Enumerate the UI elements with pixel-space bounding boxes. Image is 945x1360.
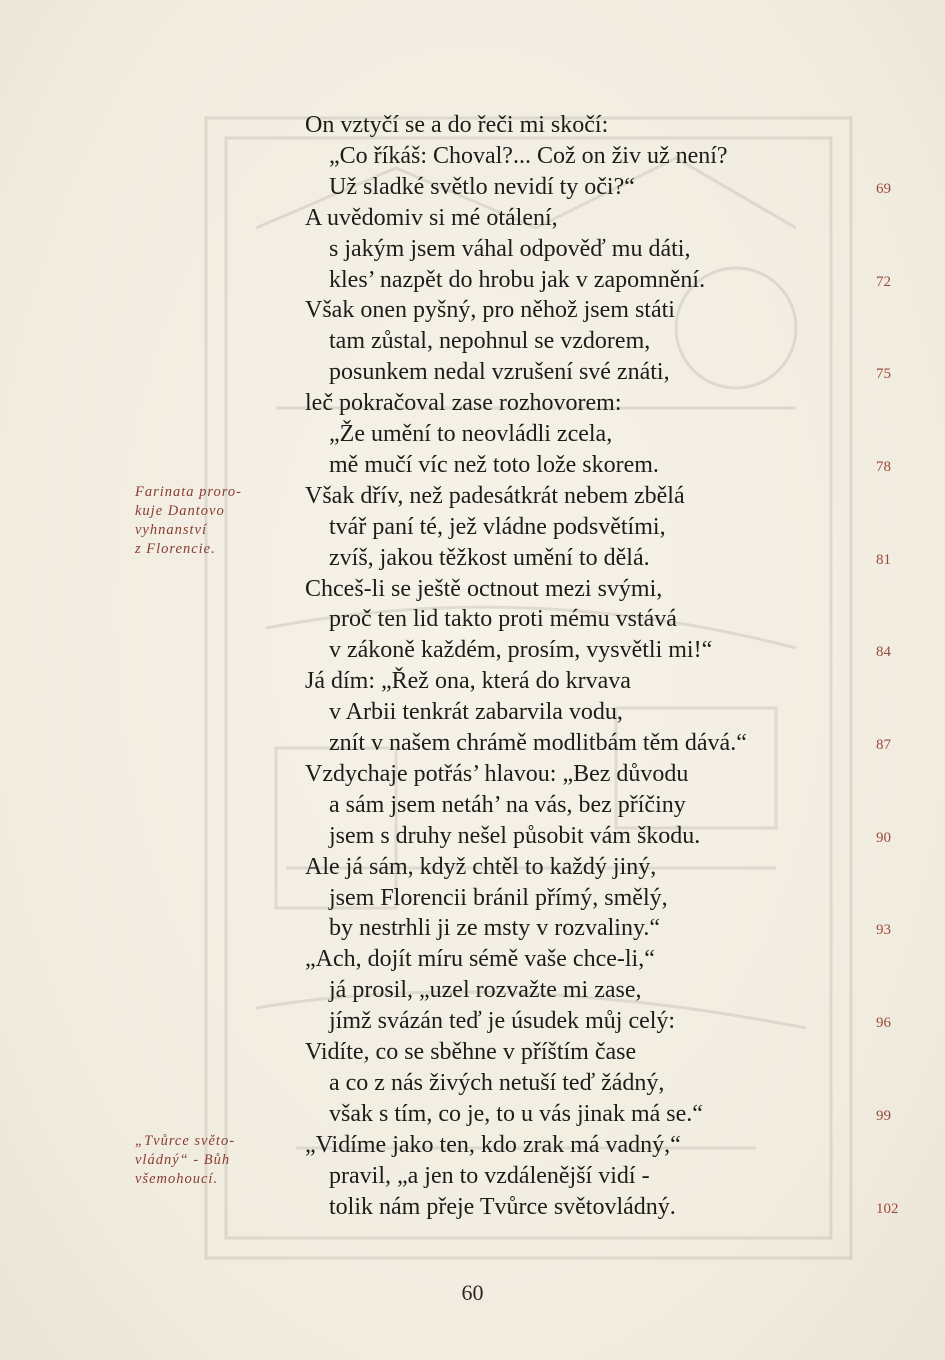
poem-line: Já dím: „Řež ona, která do krvava xyxy=(305,668,631,695)
poem-line: já prosil, „uzel rozvažte mi zase, xyxy=(329,977,642,1004)
poem-line: Vzdychaje potřás’ hlavou: „Bez důvodu xyxy=(305,760,689,787)
poem-line: Však dřív, než padesátkrát nebem zbělá xyxy=(305,482,685,509)
poem-line: zvíš, jakou těžkost umění to dělá. xyxy=(329,544,650,571)
poem-line: jímž svázán teď je úsudek můj celý: xyxy=(329,1008,676,1035)
line-number: 75 xyxy=(876,366,891,383)
poem-line: proč ten lid takto proti mému vstává xyxy=(329,606,677,633)
poem-line: v Arbii tenkrát zabarvila vodu, xyxy=(329,699,623,726)
poem-line: „Že umění to neovládli zcela, xyxy=(329,421,613,447)
poem-line: však s tím, co je, to u vás jinak má se.“ xyxy=(329,1100,703,1127)
margin-note xyxy=(135,1132,265,1189)
page-number: 60 xyxy=(461,1280,484,1305)
poem-line: On vztyčí se a do řeči mi skočí: xyxy=(305,112,609,138)
poem-line: tolik nám přeje Tvůrce světovládný. xyxy=(329,1193,676,1220)
poem-line: s jakým jsem váhal odpověď mu dáti, xyxy=(329,235,691,262)
margin-note-line: vyhnanství xyxy=(135,521,208,538)
poem-line: by nestrhli ji ze msty v rozvaliny.“ xyxy=(329,915,661,942)
margin-note-line: z Florencie. xyxy=(135,540,216,557)
margin-note-line: Farinata proro- xyxy=(135,483,242,500)
poem-line: znít v našem chrámě modlitbám těm dává.“ xyxy=(329,730,747,756)
margin-note-line: vládný“ - Bůh xyxy=(135,1151,231,1168)
poem-line: Vidíte, co se sběhne v příštím čase xyxy=(305,1039,637,1065)
poem-line: „Ach, dojít míru sémě vaše chce-li,“ xyxy=(305,946,655,973)
line-number: 99 xyxy=(876,1107,891,1124)
poem-line: „Vidíme jako ten, kdo zrak má vadný,“ xyxy=(305,1131,681,1158)
poem-line: jsem s druhy nešel působit vám škodu. xyxy=(329,822,701,849)
line-number: 93 xyxy=(876,922,891,939)
poem-line: „Co říkáš: Choval?... Což on živ už není? xyxy=(329,142,728,169)
line-number: 102 xyxy=(876,1200,899,1217)
poem-line: mě mučí víc než toto lože skorem. xyxy=(329,451,659,478)
line-number: 81 xyxy=(876,551,891,568)
line-number: 78 xyxy=(876,458,891,475)
poem-line: Ale já sám, když chtěl to každý jiný, xyxy=(305,853,657,880)
poem-line: A uvědomiv si mé otálení, xyxy=(305,204,558,231)
poem-line: Už sladké světlo nevidí ty oči?“ xyxy=(329,173,635,200)
poem-line: pravil, „a jen to vzdálenější vidí - xyxy=(329,1162,650,1189)
line-number: 87 xyxy=(876,737,891,753)
margin-note-line: všemohoucí. xyxy=(135,1170,219,1187)
line-number: 84 xyxy=(876,644,891,661)
margin-note-line: „Tvůrce světo- xyxy=(135,1132,236,1149)
poem-line: jsem Florencii bránil přímý, smělý, xyxy=(329,884,668,911)
margin-note-line: kuje Dantovo xyxy=(135,502,225,519)
poem-line: leč pokračoval zase rozhovorem: xyxy=(305,390,622,417)
line-number: 69 xyxy=(876,180,891,197)
line-number: 72 xyxy=(876,273,891,290)
poem-line: a sám jsem netáh’ na vás, bez příčiny xyxy=(329,791,686,818)
poem-line: tam zůstal, nepohnul se vzdorem, xyxy=(329,328,651,355)
poem-line: Však onen pyšný, pro něhož jsem státi xyxy=(305,297,675,324)
margin-note xyxy=(135,483,265,559)
poem-line: v zákoně každém, prosím, vysvětli mi!“ xyxy=(329,637,713,664)
poem-line: Chceš-li se ještě octnout mezi svými, xyxy=(305,575,663,602)
line-number: 96 xyxy=(876,1015,891,1032)
poem-line: posunkem nedal vzrušení své znáti, xyxy=(329,359,670,386)
poem-line: kles’ nazpět do hrobu jak v zapomnění. xyxy=(329,266,706,293)
poem-line: tvář paní té, jež vládne podsvětími, xyxy=(329,513,666,540)
poem-line: a co z nás živých netuší teď žádný, xyxy=(329,1069,665,1096)
line-number: 90 xyxy=(876,829,891,846)
